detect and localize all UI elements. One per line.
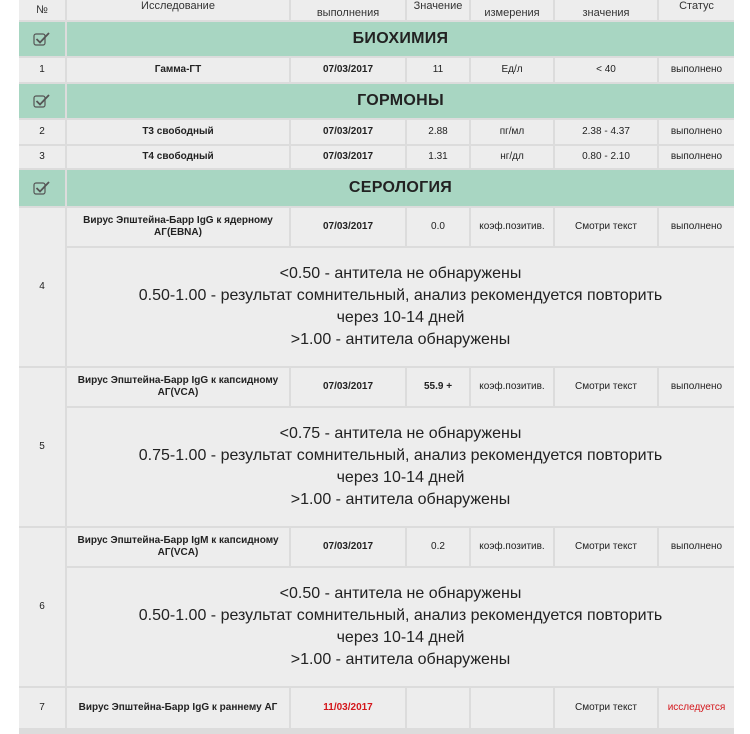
row-num: 2 — [19, 120, 65, 144]
header-ref: значения — [555, 0, 657, 20]
test-value: 0.0 — [407, 208, 469, 246]
test-date: 07/03/2017 — [291, 528, 405, 566]
test-value: 55.9 + — [407, 368, 469, 406]
comment-line: >1.00 - антитела обнаружены — [290, 491, 511, 508]
header-value: Значение — [407, 0, 469, 20]
test-status: выполнено — [659, 120, 734, 144]
comment-line: <0.75 - антитела не обнаружены — [279, 425, 522, 442]
section-title-serology: СЕРОЛОГИЯ — [67, 170, 734, 206]
comment-line: 0.50-1.00 - результат сомнительный, анализ рекомендуется повторить — [138, 287, 663, 304]
test-ref: Смотри текст — [555, 688, 657, 728]
test-name[interactable]: Вирус Эпштейна-Барр IgM к капсидному АГ(VCA) — [67, 528, 289, 566]
test-name[interactable]: Вирус Эпштейна-Барр IgG к раннему АГ — [67, 688, 289, 728]
row-num: 3 — [19, 146, 65, 168]
test-name[interactable]: Вирус Эпштейна-Барр IgG к капсидному АГ(VCA) — [67, 368, 289, 406]
test-ref: Смотри текст — [555, 528, 657, 566]
test-value: 2.88 — [407, 120, 469, 144]
test-value: 1.31 — [407, 146, 469, 168]
test-ref: < 40 — [555, 58, 657, 82]
row-num: 4 — [19, 208, 65, 366]
row-num: 7 — [19, 688, 65, 728]
row-num: 5 — [19, 368, 65, 526]
header-unit: измерения — [471, 0, 553, 20]
reference-comment — [67, 568, 734, 686]
test-status: выполнено — [659, 368, 734, 406]
test-name[interactable]: Вирус Эпштейна-Барр IgG к ядерному АГ(EBNA) — [67, 208, 289, 246]
header-status: Статус — [659, 0, 734, 20]
test-name[interactable]: Т3 свободный — [67, 120, 289, 144]
test-unit: коэф.позитив. — [471, 208, 553, 246]
test-unit — [471, 688, 553, 728]
test-date: 07/03/2017 — [291, 368, 405, 406]
comment-line: 0.75-1.00 - результат сомнительный, анализ рекомендуется повторить — [138, 447, 663, 464]
test-name[interactable]: Гамма-ГТ — [67, 58, 289, 82]
comment-line: >1.00 - антитела обнаружены — [290, 651, 511, 668]
test-value: 0.2 — [407, 528, 469, 566]
checkmark-icon — [33, 180, 51, 196]
reference-comment — [67, 408, 734, 526]
section-check-biochem[interactable] — [19, 22, 65, 56]
comment-line: через 10-14 дней — [336, 629, 465, 646]
test-ref: 2.38 - 4.37 — [555, 120, 657, 144]
test-status: выполнено — [659, 146, 734, 168]
test-status: выполнено — [659, 528, 734, 566]
test-ref: 0.80 - 2.10 — [555, 146, 657, 168]
test-value: 11 — [407, 58, 469, 82]
section-title-hormones: ГОРМОНЫ — [67, 84, 734, 118]
results-table — [19, 0, 734, 734]
test-date: 07/03/2017 — [291, 146, 405, 168]
test-status: исследуется — [659, 688, 734, 728]
test-date: 11/03/2017 — [291, 688, 405, 728]
comment-line: <0.50 - антитела не обнаружены — [279, 265, 522, 282]
test-status: выполнено — [659, 208, 734, 246]
test-ref: Смотри текст — [555, 208, 657, 246]
comment-line: >1.00 - антитела обнаружены — [290, 331, 511, 348]
test-unit: коэф.позитив. — [471, 528, 553, 566]
test-date: 07/03/2017 — [291, 208, 405, 246]
comment-line: через 10-14 дней — [336, 469, 465, 486]
row-num: 6 — [19, 528, 65, 686]
test-date: 07/03/2017 — [291, 58, 405, 82]
test-unit: нг/дл — [471, 146, 553, 168]
header-date: выполнения — [291, 0, 405, 20]
section-check-serology[interactable] — [19, 170, 65, 206]
test-date: 07/03/2017 — [291, 120, 405, 144]
comment-line: через 10-14 дней — [336, 309, 465, 326]
checkmark-icon — [33, 93, 51, 109]
checkmark-icon — [33, 31, 51, 47]
test-ref: Смотри текст — [555, 368, 657, 406]
comment-line: <0.50 - антитела не обнаружены — [279, 585, 522, 602]
section-title-biochem: БИОХИМИЯ — [67, 22, 734, 56]
test-unit: коэф.позитив. — [471, 368, 553, 406]
comment-line: 0.50-1.00 - результат сомнительный, анализ рекомендуется повторить — [138, 607, 663, 624]
reference-comment — [67, 248, 734, 366]
test-value — [407, 688, 469, 728]
section-check-hormones[interactable] — [19, 84, 65, 118]
header-num: № — [19, 0, 65, 20]
row-num: 1 — [19, 58, 65, 82]
test-name[interactable]: Т4 свободный — [67, 146, 289, 168]
test-unit: Ед/л — [471, 58, 553, 82]
test-status: выполнено — [659, 58, 734, 82]
header-test: Исследование — [67, 0, 289, 20]
test-unit: пг/мл — [471, 120, 553, 144]
